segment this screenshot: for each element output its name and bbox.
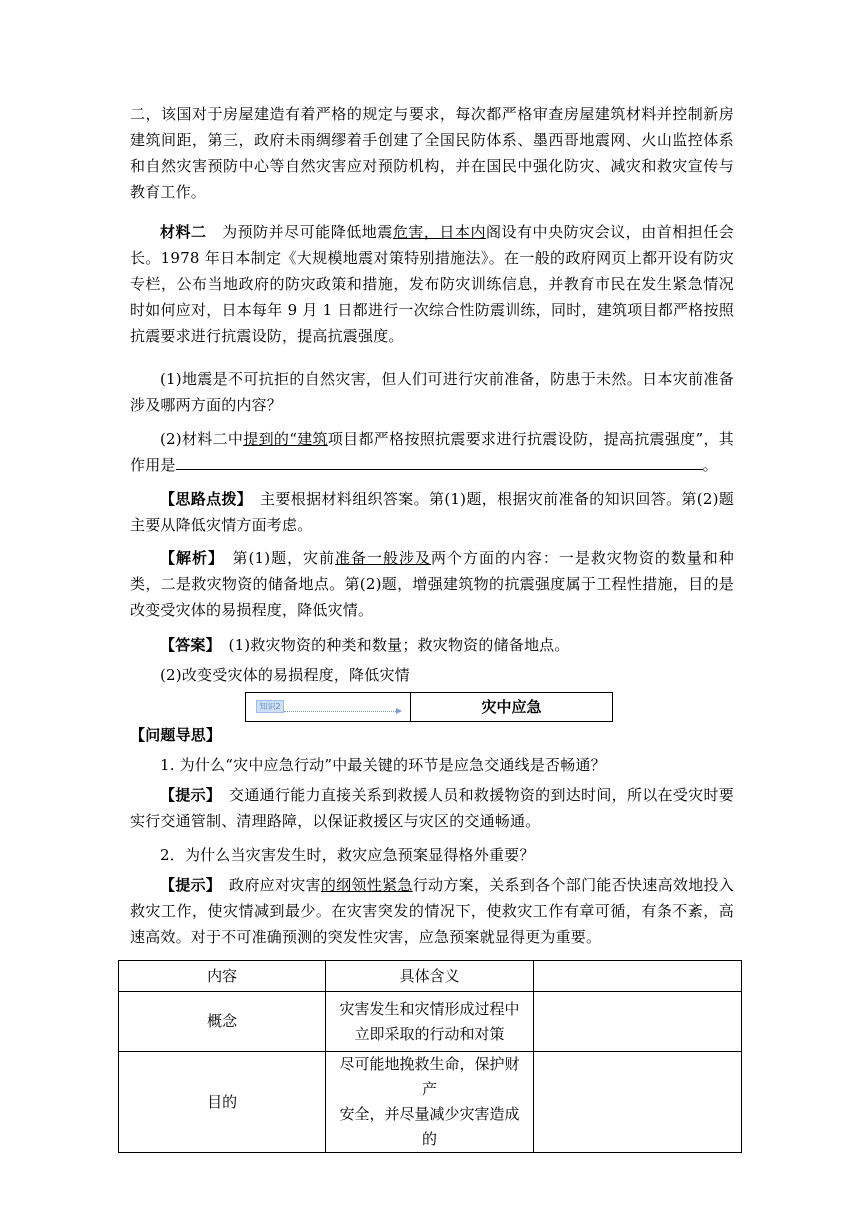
underlined-text: 准备一般涉及 xyxy=(335,549,431,567)
answer-line-two xyxy=(130,662,734,688)
text-span: (1)救灾物资的种类和数量；救灾物资的储备地点。 xyxy=(213,636,570,654)
text-span: 2．为什么当灾害发生时，救灾应急预案显得格外重要？ xyxy=(160,846,535,864)
tip-label: 【提示】 xyxy=(160,876,214,894)
tip-one xyxy=(130,782,734,834)
dotted-line xyxy=(284,711,396,712)
underlined-text: 提到的“建筑 xyxy=(243,430,328,448)
answer-paragraph xyxy=(130,632,734,658)
answer-label: 【答案】 xyxy=(160,636,214,654)
table-header-cell xyxy=(533,961,741,992)
table-cell-meaning xyxy=(326,992,533,1052)
paragraph-text: 二，该国对于房屋建造有着严格的规定与要求，每次都严格审查房屋建筑材料并控制新房建筑间距，第三，政府未雨绸缪着手创建了全国民防体系、墨西哥地震网、火山监控体系和自然灾害预防中心等自然灾害应对预防机构，并在国民中强化防灾、减灾和救灾宣传与教育工作。 xyxy=(130,105,734,201)
guide-heading xyxy=(130,722,734,748)
question-one xyxy=(130,366,734,418)
tip-two xyxy=(130,872,734,950)
answer-blank[interactable] xyxy=(176,455,703,470)
analysis-paragraph xyxy=(130,545,734,623)
text-span: 行动方案，关系到各个部门能否快速高效地投入救灾工作，使灾情减到最少。在灾害突发的情况下，使救灾工作有章可循，有条不紊，高速高效。对于不可准确预测的突发性灾害，应急预案就显得更为重要。 xyxy=(130,876,735,946)
text-span: (2)材料二中 xyxy=(160,430,244,448)
analysis-label: 【解析】 xyxy=(160,549,217,567)
table-cell-empty xyxy=(533,1052,741,1153)
text-span: 。 xyxy=(702,456,718,474)
table-header-cell: 内容 xyxy=(119,961,326,992)
guide-question-one xyxy=(130,752,734,778)
text-span: (1)地震是不可抗拒的自然灾害，但人们可进行灾前准备，防患于未然。日本灾前准备涉及哪两方面的内容？ xyxy=(130,370,734,414)
cell-line: 安全，并尽量减少灾害造成的 xyxy=(339,1105,520,1148)
question-two xyxy=(130,426,734,478)
table-header-cell: 具体含义 xyxy=(326,961,533,992)
table-row xyxy=(119,992,742,1052)
section-header-box xyxy=(245,692,613,722)
table-cell-empty xyxy=(533,992,741,1052)
paragraph-material-two xyxy=(130,219,734,349)
text-span: 政府应对灾害 xyxy=(213,876,321,894)
section-title: 灾中应急 xyxy=(481,698,542,716)
text-span: 为预防并尽可能降低地震 xyxy=(206,223,393,241)
content-table xyxy=(118,960,742,1153)
material-two-label: 材料二 xyxy=(160,223,207,241)
table-cell-meaning xyxy=(326,1052,533,1153)
table-row xyxy=(119,1052,742,1153)
cell-line: 灾害发生和灾情形成过程中 xyxy=(339,999,520,1018)
cell-line: 尽可能地挽救生命，保护财产 xyxy=(339,1055,520,1098)
text-span: 交通通行能力直接关系到救援人员和救援物资的到达时间，所以在受灾时要实行交通管制、清理路障，以保证救援区与灾区的交通畅通。 xyxy=(130,786,734,830)
arrow-icon xyxy=(396,708,402,714)
table-cell-label: 目的 xyxy=(119,1052,326,1153)
text-span: (2)改变受灾体的易损程度，降低灾情 xyxy=(160,666,410,684)
table-header-row xyxy=(119,961,742,992)
text-span: 主要根据材料组织答案。第(1)题，根据灾前准备的知识回答。第(2)题主要从降低灾情方面考虑。 xyxy=(130,490,735,534)
text-span: 第(1)题，灾前 xyxy=(216,549,336,567)
hint-label: 【思路点拨】 xyxy=(160,490,245,508)
tip-label: 【提示】 xyxy=(160,786,214,804)
knowledge-tag-icon: 知识2 xyxy=(256,700,284,713)
section-tag-area xyxy=(246,693,411,721)
text-span: 【问题导思】 xyxy=(130,726,222,744)
hint-paragraph xyxy=(130,486,734,538)
text-span: 1. 为什么“灾中应急行动”中最关键的环节是应急交通线是否畅通？ xyxy=(160,756,606,774)
guide-question-two xyxy=(130,842,734,868)
text-span: 项目都严格按照抗震要求进行抗震设防，提高抗震强度”，其作用是 xyxy=(130,430,735,474)
underlined-text: 危害，日本内 xyxy=(392,223,486,241)
paragraph-material-one-end xyxy=(130,101,734,205)
underlined-text: 的纲领性紧急 xyxy=(320,876,413,894)
text-span: 阁设有中央防灾会议，由首相担任会长。1978 年日本制定《大规模地震对策特别措施法》。在一般的政府网页上都开设有防灾专栏，公布当地政府的防灾政策和措施，发布防灾训练信息，并教育市民在发生紧急情况时如何应对，日本每年 9 月 1 日都进行一次综合性防震训练，同时，建筑项目都严格按照抗震要求进行抗震设防，提高抗震强度。 xyxy=(130,223,735,345)
table-cell-label: 概念 xyxy=(119,992,326,1052)
text-span: 两个方面的内容：一是救灾物资的数量和种类，二是救灾物资的储备地点。第(2)题，增强建筑物的抗震强度属于工程性措施，目的是改变受灾体的易损程度，降低灾情。 xyxy=(130,549,734,619)
cell-line: 立即采取的行动和对策 xyxy=(354,1024,505,1043)
